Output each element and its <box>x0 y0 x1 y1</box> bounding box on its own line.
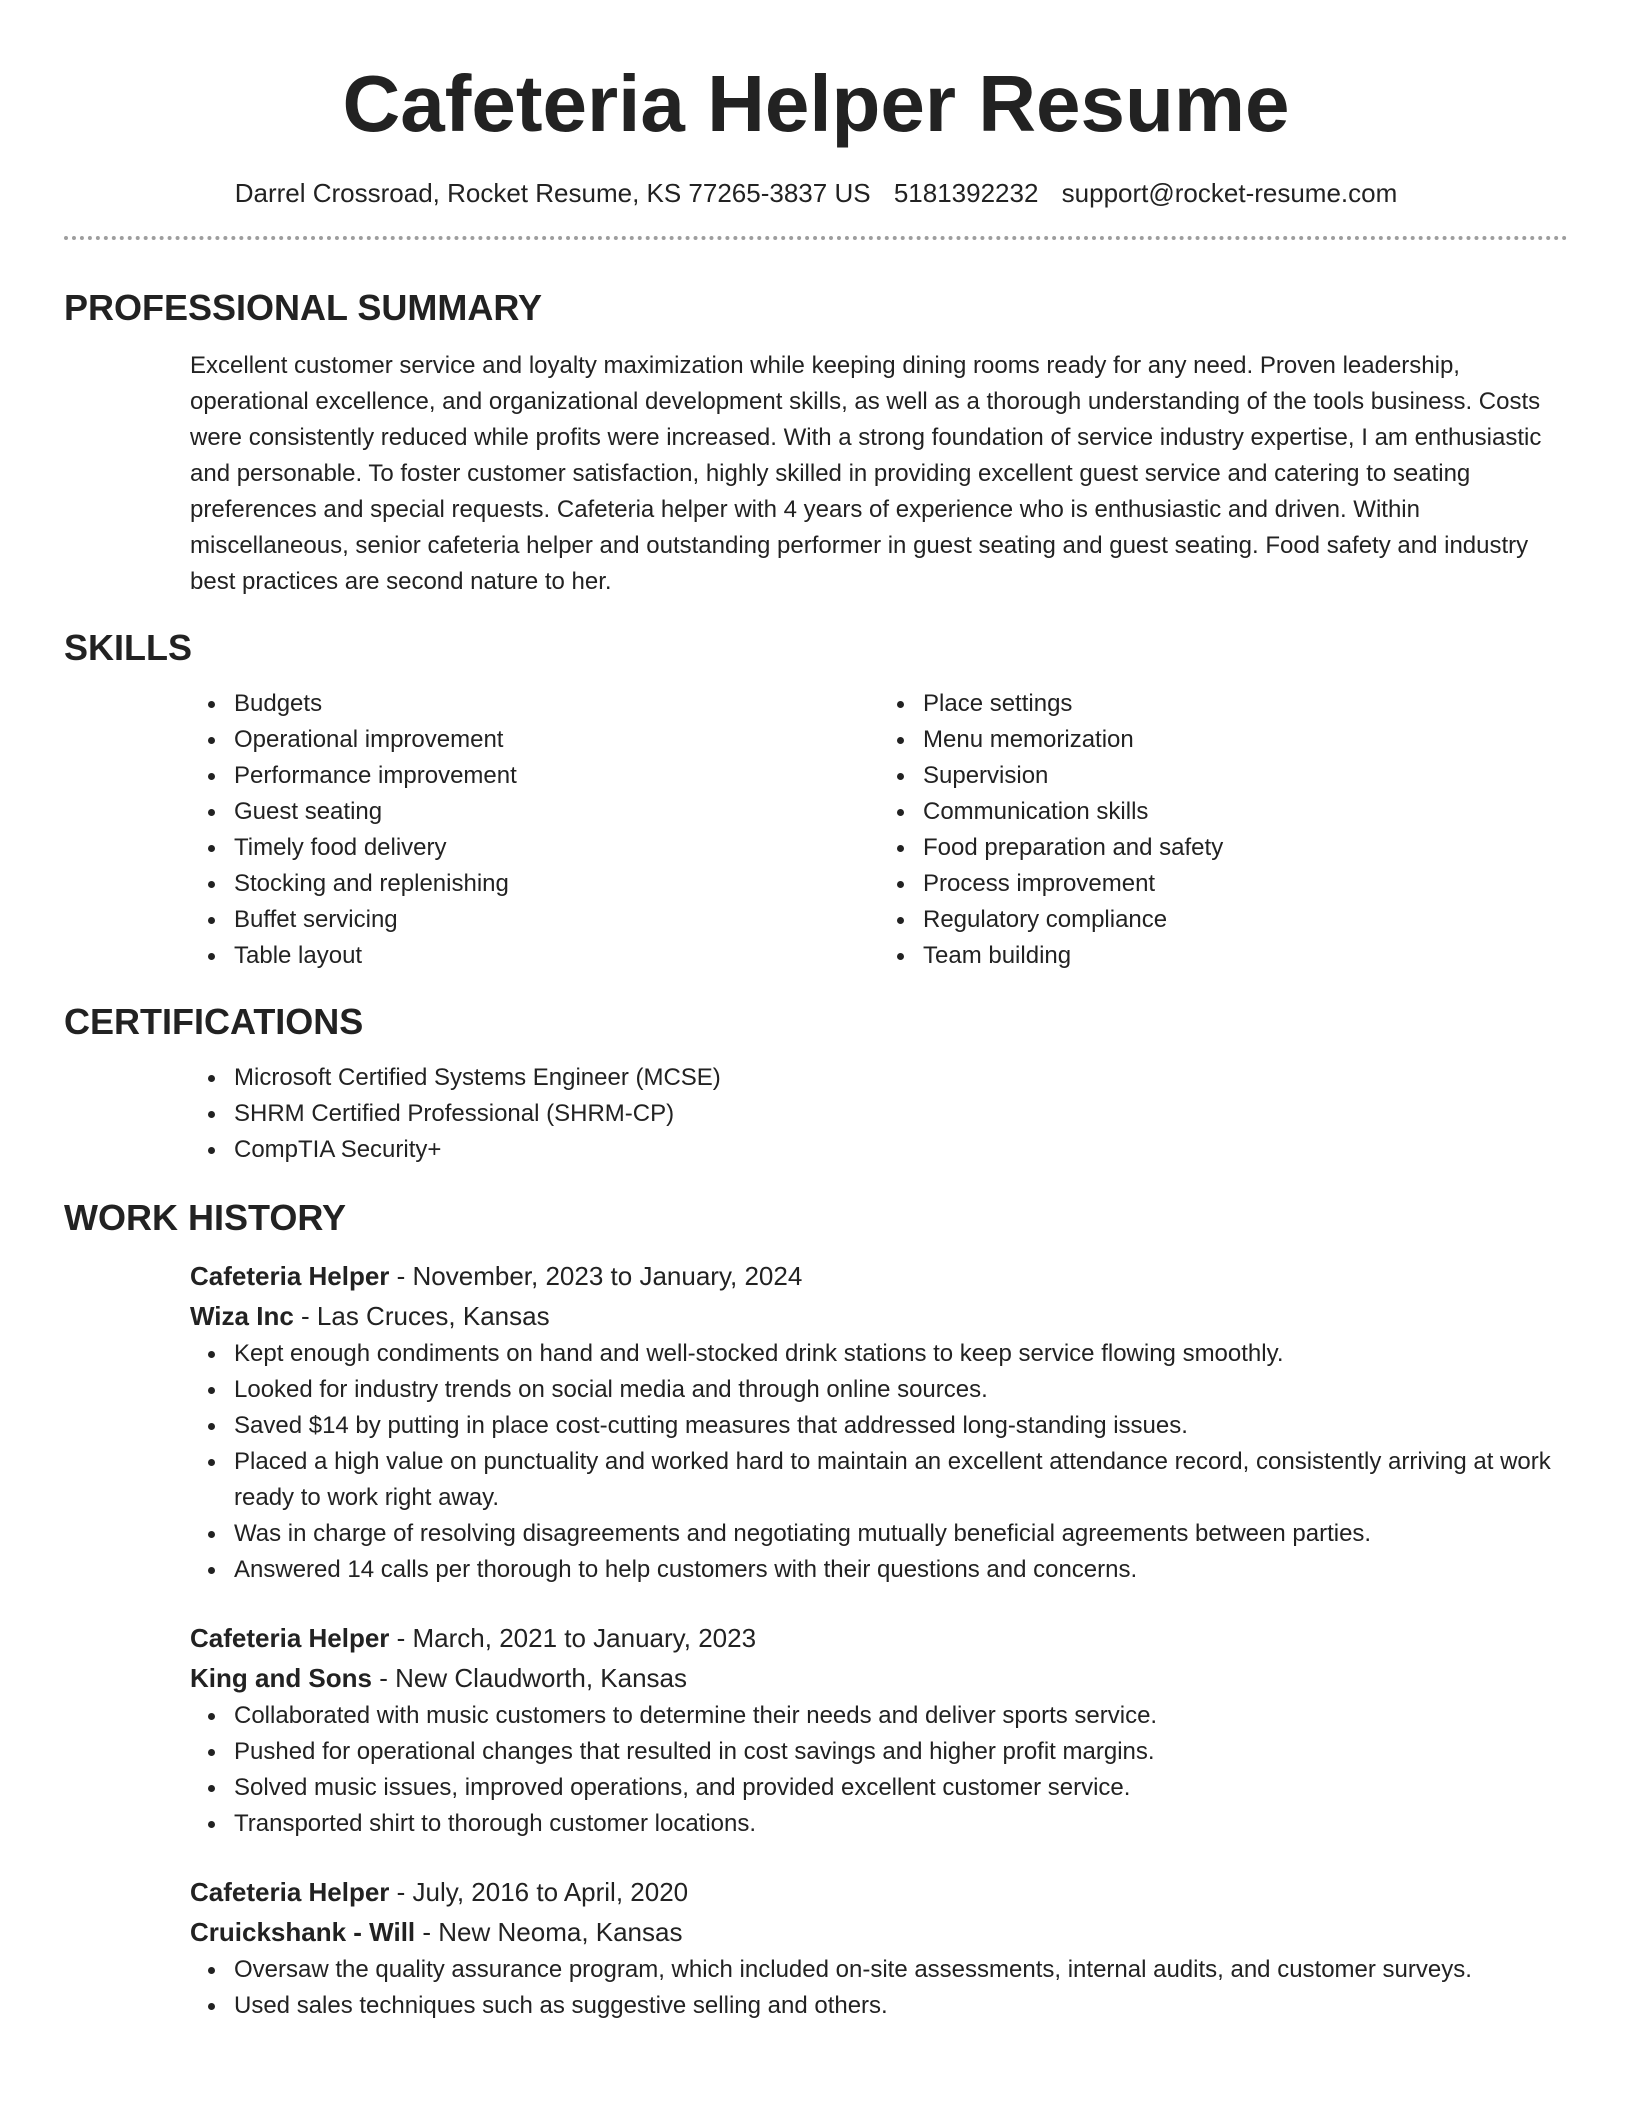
resume-title: Cafeteria Helper Resume <box>342 59 1290 148</box>
job-entry <box>190 1618 1568 1842</box>
skill-item: Budgets <box>234 686 879 722</box>
skill-item: Guest seating <box>234 794 879 830</box>
job-company-line <box>190 1912 1568 1952</box>
resume-page <box>64 0 1568 2024</box>
skills-list-right <box>879 686 1568 974</box>
contact-email[interactable]: support@rocket-resume.com <box>1061 178 1398 208</box>
header-divider <box>64 236 1568 240</box>
contact-line <box>64 176 1568 210</box>
job-location: - Las Cruces, Kansas <box>293 1301 550 1331</box>
job-duty: Pushed for operational changes that resulted in cost savings and higher profit margins. <box>234 1734 1568 1770</box>
contact-address: Darrel Crossroad, Rocket Resume, KS 77265-3837 US <box>234 178 871 208</box>
job-duty: Oversaw the quality assurance program, which included on-site assessments, internal audits, and customer surveys. <box>234 1952 1568 1988</box>
certifications-list <box>190 1060 1568 1168</box>
skill-item: Performance improvement <box>234 758 879 794</box>
summary-heading: PROFESSIONAL SUMMARY <box>64 287 543 328</box>
certifications-block <box>190 1060 1568 1168</box>
skill-item: Timely food delivery <box>234 830 879 866</box>
job-duty: Kept enough condiments on hand and well-stocked drink stations to keep service flowing smoothly. <box>234 1336 1568 1372</box>
job-duty: Looked for industry trends on social media and through online sources. <box>234 1372 1568 1408</box>
job-dates: - March, 2021 to January, 2023 <box>389 1623 757 1653</box>
job-company: Cruickshank - Will <box>190 1917 416 1947</box>
skill-item: Buffet servicing <box>234 902 879 938</box>
job-entry <box>190 1256 1568 1588</box>
job-duty: Solved music issues, improved operations, and provided excellent customer service. <box>234 1770 1568 1806</box>
certification-item: SHRM Certified Professional (SHRM-CP) <box>234 1096 1568 1132</box>
work-history-heading: WORK HISTORY <box>64 1197 347 1238</box>
certification-item: Microsoft Certified Systems Engineer (MCSE) <box>234 1060 1568 1096</box>
skill-item: Regulatory compliance <box>923 902 1568 938</box>
certification-item: CompTIA Security+ <box>234 1132 1568 1168</box>
job-location: - New Neoma, Kansas <box>415 1917 683 1947</box>
job-duty: Used sales techniques such as suggestive selling and others. <box>234 1988 1568 2024</box>
job-title-line <box>190 1256 1568 1296</box>
job-company: King and Sons <box>190 1663 372 1693</box>
job-duty: Saved $14 by putting in place cost-cutting measures that addressed long-standing issues. <box>234 1408 1568 1444</box>
job-location: - New Claudworth, Kansas <box>372 1663 688 1693</box>
skill-item: Operational improvement <box>234 722 879 758</box>
skill-item: Table layout <box>234 938 879 974</box>
job-duty: Collaborated with music customers to determine their needs and deliver sports service. <box>234 1698 1568 1734</box>
job-duties-list <box>190 1336 1568 1588</box>
skills-grid <box>190 686 1568 974</box>
certifications-heading: CERTIFICATIONS <box>64 1001 364 1042</box>
job-duty: Placed a high value on punctuality and worked hard to maintain an excellent attendance record, consistently arriving at work ready to work right away. <box>234 1444 1568 1516</box>
job-duty: Answered 14 calls per thorough to help customers with their questions and concerns. <box>234 1552 1568 1588</box>
job-title: Cafeteria Helper <box>190 1877 390 1907</box>
skill-item: Stocking and replenishing <box>234 866 879 902</box>
skill-item: Team building <box>923 938 1568 974</box>
job-company-line <box>190 1658 1568 1698</box>
skill-item: Food preparation and safety <box>923 830 1568 866</box>
skill-item: Menu memorization <box>923 722 1568 758</box>
skills-heading: SKILLS <box>64 627 193 668</box>
job-company: Wiza Inc <box>190 1301 294 1331</box>
job-dates: - November, 2023 to January, 2024 <box>389 1261 803 1291</box>
skill-item: Communication skills <box>923 794 1568 830</box>
summary-text: Excellent customer service and loyalty maximization while keeping dining rooms ready for any need. Proven leadership, operational excellence, and organizational development skills, as well as a thorough understanding of the tools business. Costs were consistently reduced while profits were increased. With a strong foundation of service industry expertise, I am enthusiastic and personable. To foster customer satisfaction, highly skilled in providing excellent guest service and catering to seating preferences and special requests. Cafeteria helper with 4 years of experience who is enthusiastic and driven. Within miscellaneous, senior cafeteria helper and outstanding performer in guest seating and guest seating. Food safety and industry best practices are second nature to her. <box>190 352 1542 595</box>
job-company-line <box>190 1296 1568 1336</box>
contact-phone: 5181392232 <box>893 178 1039 208</box>
job-title: Cafeteria Helper <box>190 1261 390 1291</box>
job-title: Cafeteria Helper <box>190 1623 390 1653</box>
job-dates: - July, 2016 to April, 2020 <box>389 1877 689 1907</box>
skill-item: Place settings <box>923 686 1568 722</box>
job-duties-list <box>190 1698 1568 1842</box>
skills-list-left <box>190 686 879 974</box>
skill-item: Process improvement <box>923 866 1568 902</box>
job-title-line <box>190 1872 1568 1912</box>
job-duty: Was in charge of resolving disagreements and negotiating mutually beneficial agreements between parties. <box>234 1516 1568 1552</box>
job-title-line <box>190 1618 1568 1658</box>
job-duty: Transported shirt to thorough customer locations. <box>234 1806 1568 1842</box>
job-duties-list <box>190 1952 1568 2024</box>
job-entry <box>190 1872 1568 2024</box>
skill-item: Supervision <box>923 758 1568 794</box>
